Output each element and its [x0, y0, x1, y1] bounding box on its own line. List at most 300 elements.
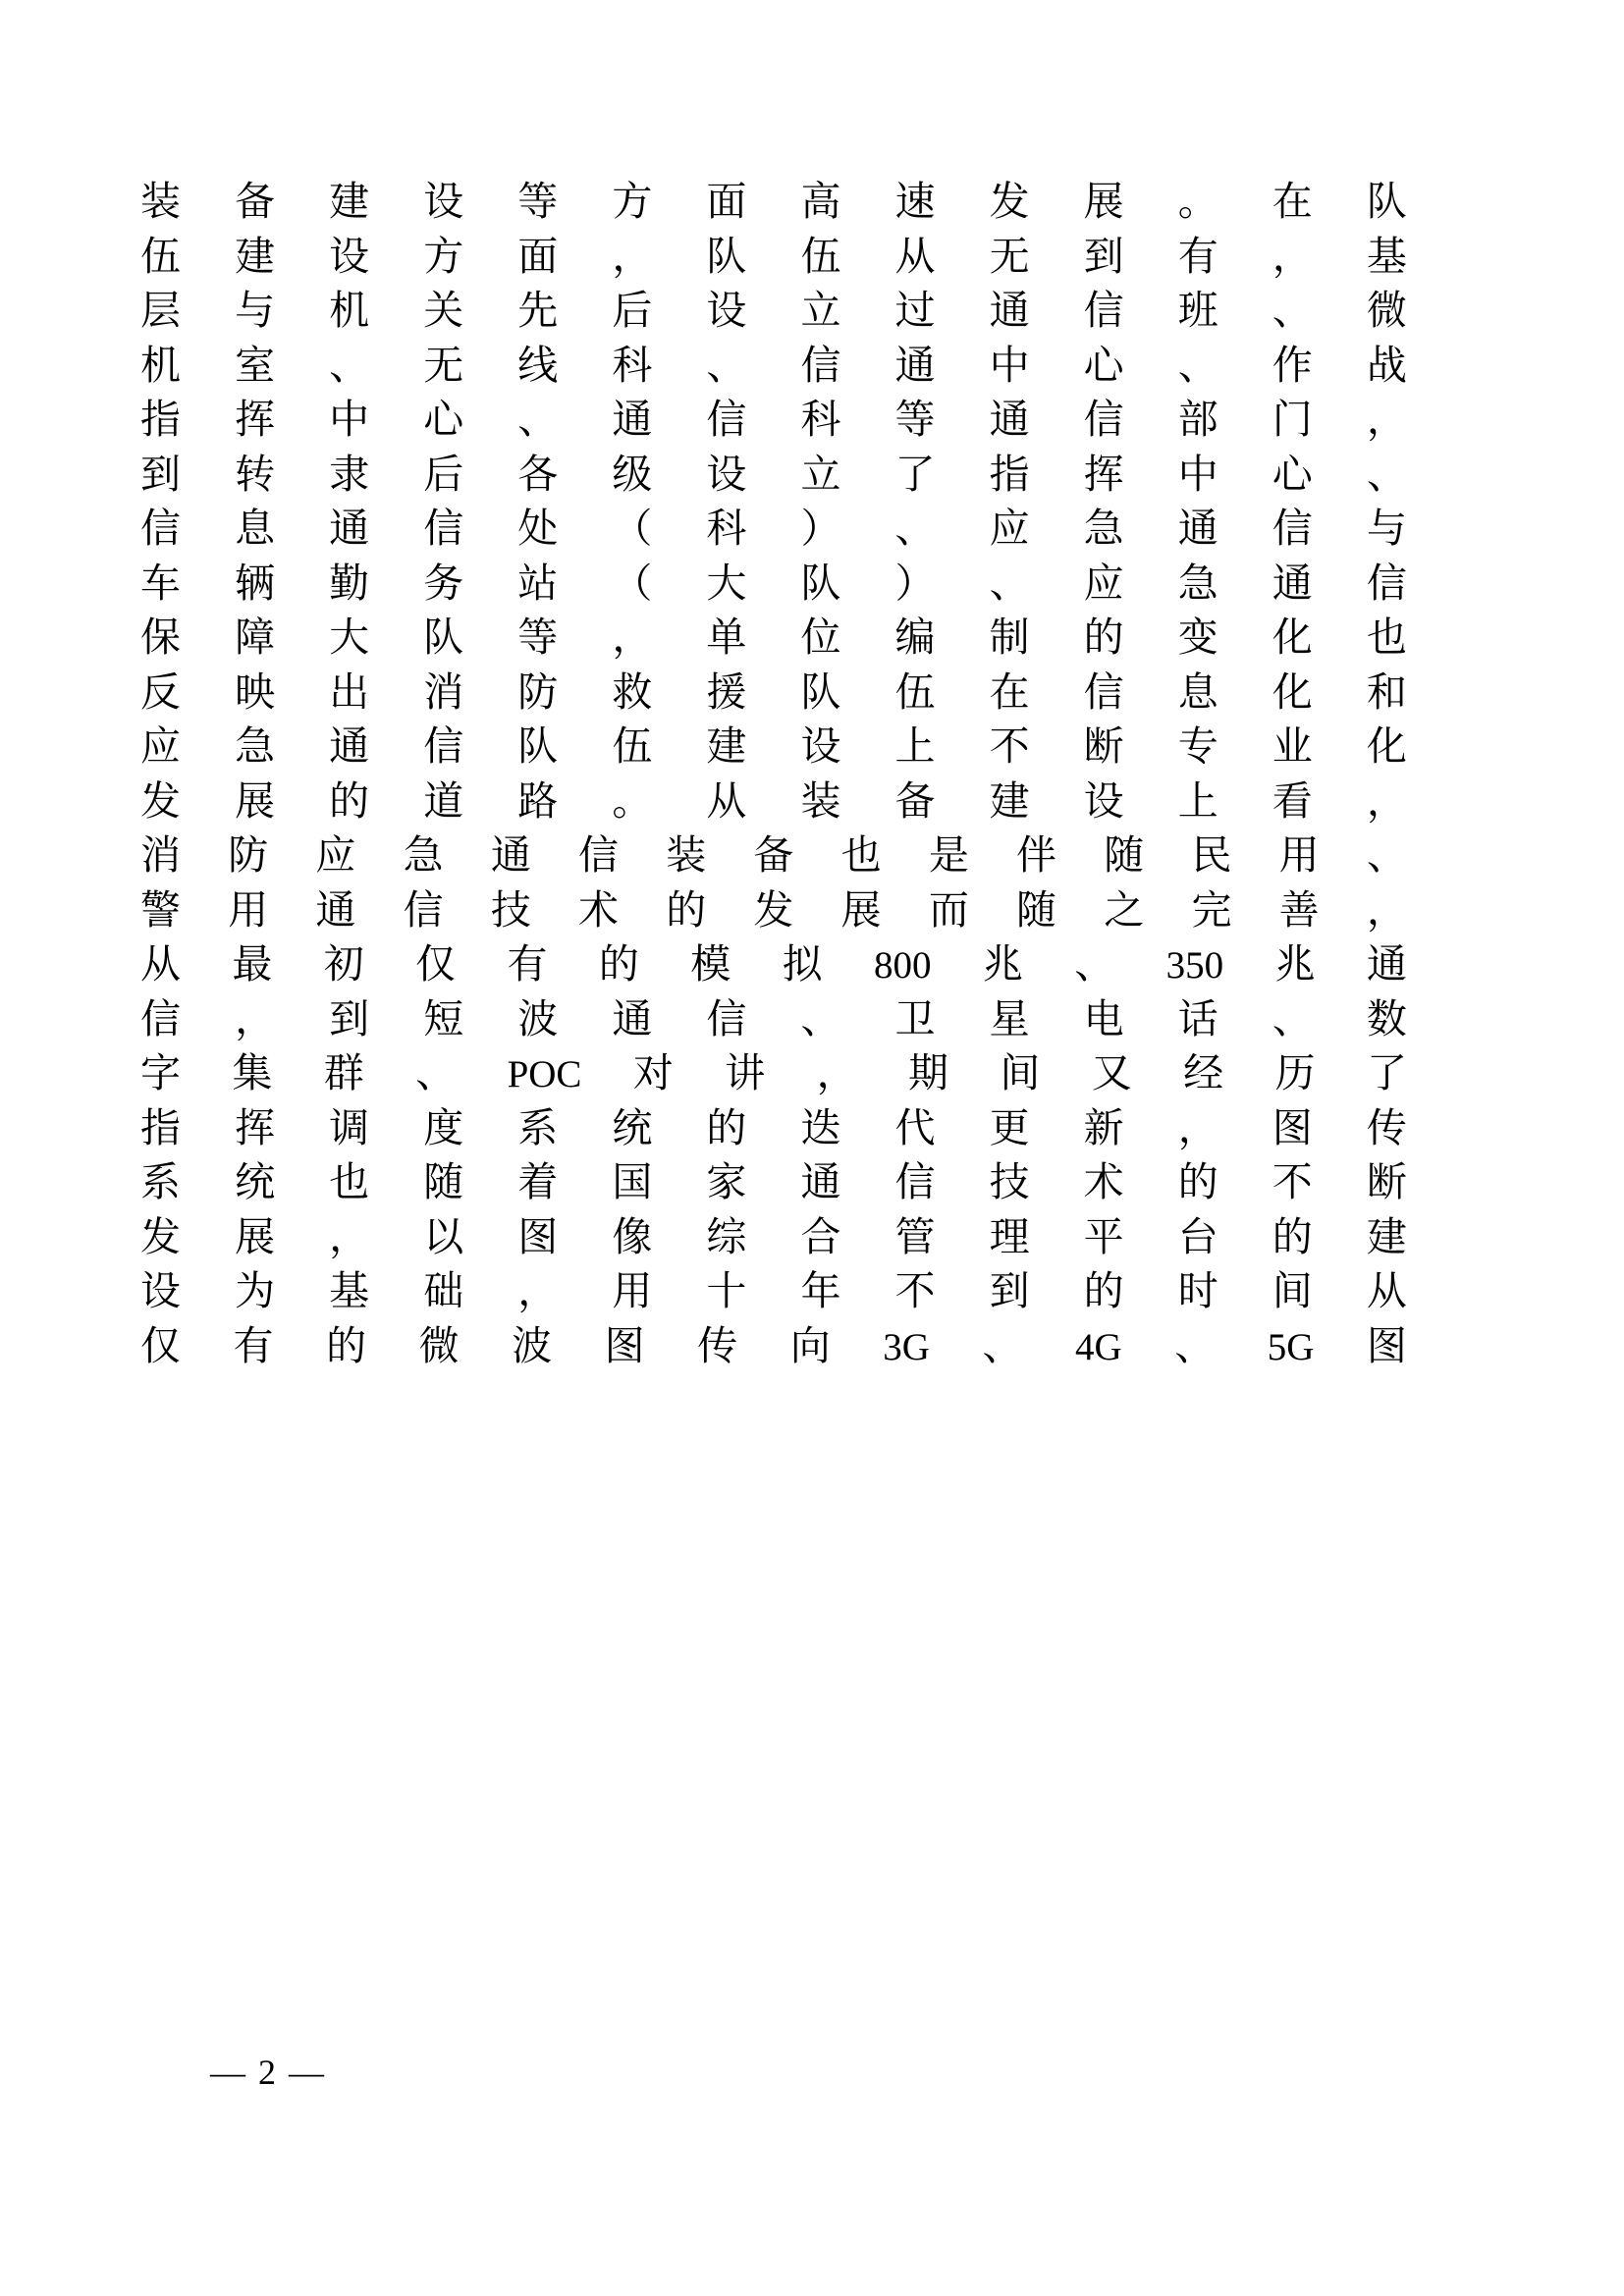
- cjk-glyph: 队: [800, 668, 841, 715]
- cjk-glyph: 战: [1366, 342, 1407, 388]
- cjk-glyph: 时: [1177, 1268, 1218, 1313]
- cjk-glyph: 信: [800, 342, 841, 388]
- cjk-glyph: 设: [140, 1268, 181, 1313]
- cjk-glyph: 援: [706, 668, 747, 715]
- cjk-glyph: 急: [235, 723, 276, 769]
- cjk-glyph: 度: [423, 1104, 464, 1150]
- cjk-glyph: 、: [706, 342, 747, 388]
- cjk-glyph: 之: [1104, 886, 1145, 933]
- cjk-glyph: 术: [1083, 1159, 1124, 1204]
- cjk-glyph: 综: [706, 1213, 747, 1259]
- cjk-glyph: 信: [1083, 668, 1124, 715]
- cjk-glyph: 国: [612, 1159, 653, 1204]
- cjk-glyph: 间: [1000, 1050, 1041, 1095]
- cjk-glyph: 指: [140, 397, 181, 442]
- cjk-glyph: 用: [228, 886, 269, 933]
- cjk-glyph: 道: [423, 777, 464, 824]
- cjk-glyph: 消: [423, 668, 464, 715]
- document-line: [140, 284, 1407, 339]
- cjk-glyph: 科: [706, 506, 747, 551]
- cjk-glyph: 的: [1177, 1159, 1218, 1204]
- cjk-glyph: 等: [894, 397, 936, 442]
- cjk-glyph: 随: [1016, 886, 1057, 933]
- cjk-glyph: 队: [517, 723, 559, 769]
- cjk-glyph: 通: [315, 886, 356, 933]
- cjk-glyph: （: [612, 506, 653, 551]
- cjk-glyph: 层: [140, 288, 181, 333]
- cjk-glyph: 的: [666, 886, 707, 933]
- cjk-glyph: 间: [1272, 1268, 1313, 1313]
- cjk-glyph: 家: [706, 1159, 747, 1204]
- cjk-glyph: （: [612, 560, 653, 606]
- cjk-glyph: 着: [517, 1159, 559, 1204]
- cjk-glyph: 急: [1083, 506, 1124, 551]
- cjk-glyph: 大: [329, 614, 370, 660]
- document-line: [140, 448, 1407, 503]
- cjk-glyph: 机: [329, 288, 370, 333]
- cjk-glyph: 星: [989, 995, 1030, 1041]
- cjk-glyph: 更: [989, 1104, 1030, 1150]
- cjk-glyph: 为: [235, 1268, 276, 1313]
- cjk-glyph: 、: [1366, 832, 1407, 878]
- cjk-glyph: 系: [140, 1159, 181, 1204]
- cjk-glyph: 向: [789, 1322, 831, 1368]
- cjk-glyph: ，: [329, 1213, 370, 1259]
- latin-run: POC: [507, 1053, 582, 1095]
- cjk-glyph: 统: [235, 1159, 276, 1204]
- cjk-glyph: 无: [989, 233, 1030, 279]
- cjk-glyph: 展: [235, 1213, 276, 1259]
- cjk-glyph: 设: [423, 179, 464, 224]
- cjk-glyph: 发: [140, 1213, 181, 1259]
- cjk-glyph: 后: [423, 451, 464, 497]
- cjk-glyph: 了: [894, 451, 936, 497]
- cjk-glyph: 应: [1083, 560, 1124, 606]
- document-line: [140, 175, 1407, 230]
- cjk-glyph: 随: [423, 1159, 464, 1204]
- cjk-glyph: 化: [1272, 668, 1313, 715]
- cjk-glyph: 位: [800, 614, 841, 660]
- cjk-glyph: 各: [517, 451, 559, 497]
- cjk-glyph: 转: [235, 451, 276, 497]
- document-line: [140, 1210, 1407, 1265]
- cjk-glyph: 伴: [1016, 832, 1057, 878]
- cjk-glyph: 台: [1177, 1213, 1218, 1259]
- cjk-glyph: 设: [706, 451, 747, 497]
- cjk-glyph: 等: [517, 614, 559, 660]
- cjk-glyph: 与: [1366, 506, 1407, 551]
- cjk-glyph: 集: [232, 1050, 273, 1095]
- document-line: [140, 883, 1407, 938]
- cjk-glyph: 图: [517, 1213, 559, 1259]
- cjk-glyph: 通: [612, 995, 653, 1041]
- cjk-glyph: 防: [228, 832, 269, 878]
- cjk-glyph: 了: [1366, 1050, 1407, 1095]
- cjk-glyph: 最: [232, 941, 273, 987]
- cjk-glyph: 。: [612, 777, 653, 824]
- document-line: [140, 992, 1407, 1047]
- cjk-glyph: 障: [235, 614, 276, 660]
- cjk-glyph: 映: [235, 668, 276, 715]
- cjk-glyph: 勤: [329, 560, 370, 606]
- cjk-glyph: 科: [612, 342, 653, 388]
- cjk-glyph: 字: [140, 1050, 181, 1095]
- cjk-glyph: 反: [140, 668, 181, 715]
- document-line: [140, 774, 1407, 829]
- cjk-glyph: 变: [1177, 614, 1218, 660]
- cjk-glyph: 。: [1177, 179, 1218, 224]
- cjk-glyph: 制: [989, 614, 1030, 660]
- cjk-glyph: ，: [612, 614, 653, 660]
- cjk-glyph: 设: [1083, 777, 1124, 824]
- cjk-glyph: 拟: [782, 941, 823, 987]
- document-line: [140, 339, 1407, 394]
- cjk-glyph: 信: [1272, 506, 1313, 551]
- cjk-glyph: 建: [329, 179, 370, 224]
- cjk-glyph: 指: [140, 1104, 181, 1150]
- cjk-glyph: 传: [1366, 1104, 1407, 1150]
- cjk-glyph: 面: [706, 179, 747, 224]
- cjk-glyph: 通: [1177, 506, 1218, 551]
- cjk-glyph: 仅: [415, 941, 457, 987]
- cjk-glyph: 通: [612, 397, 653, 442]
- cjk-glyph: 中: [1177, 451, 1218, 497]
- cjk-glyph: 门: [1272, 397, 1313, 442]
- cjk-glyph: 系: [517, 1104, 559, 1150]
- cjk-glyph: 室: [235, 342, 276, 388]
- cjk-glyph: 警: [140, 886, 181, 933]
- cjk-glyph: 微: [1366, 288, 1407, 333]
- page-number: — 2 —: [210, 2053, 326, 2092]
- cjk-glyph: 心: [1083, 342, 1124, 388]
- document-body: [140, 175, 1407, 1373]
- cjk-glyph: 、: [1366, 451, 1407, 497]
- cjk-glyph: ，: [235, 995, 276, 1041]
- cjk-glyph: 仅: [140, 1322, 181, 1368]
- cjk-glyph: 上: [894, 723, 936, 769]
- cjk-glyph: 后: [612, 288, 653, 333]
- cjk-glyph: 也: [840, 832, 882, 878]
- cjk-glyph: 队: [1366, 179, 1407, 224]
- cjk-glyph: 急: [403, 832, 444, 878]
- cjk-glyph: ，: [816, 1050, 857, 1095]
- cjk-glyph: 展: [840, 886, 882, 933]
- cjk-glyph: 迭: [800, 1104, 841, 1150]
- cjk-glyph: 信: [1083, 397, 1124, 442]
- cjk-glyph: 挥: [1083, 451, 1124, 497]
- document-line: [140, 1101, 1407, 1156]
- cjk-glyph: 信: [578, 832, 620, 878]
- cjk-glyph: 技: [490, 886, 531, 933]
- cjk-glyph: 从: [894, 233, 936, 279]
- cjk-glyph: 经: [1183, 1050, 1224, 1095]
- cjk-glyph: 备: [894, 777, 936, 824]
- cjk-glyph: 建: [235, 233, 276, 279]
- cjk-glyph: 通: [989, 288, 1030, 333]
- cjk-glyph: 单: [706, 614, 747, 660]
- cjk-glyph: 、: [1174, 1322, 1216, 1368]
- latin-run: 4G: [1074, 1325, 1122, 1368]
- cjk-glyph: 民: [1191, 832, 1232, 878]
- latin-run: 5G: [1267, 1325, 1315, 1368]
- cjk-glyph: 建: [706, 723, 747, 769]
- cjk-glyph: 编: [894, 614, 936, 660]
- cjk-glyph: 、: [517, 397, 559, 442]
- cjk-glyph: ，: [517, 1268, 559, 1313]
- cjk-glyph: 的: [1083, 1268, 1124, 1313]
- cjk-glyph: 设: [706, 288, 747, 333]
- cjk-glyph: 传: [697, 1322, 738, 1368]
- cjk-glyph: 用: [612, 1268, 653, 1313]
- cjk-glyph: 部: [1177, 397, 1218, 442]
- document-line: [140, 1046, 1407, 1101]
- cjk-glyph: 信: [140, 506, 181, 551]
- cjk-glyph: 伍: [894, 668, 936, 715]
- cjk-glyph: 中: [329, 397, 370, 442]
- cjk-glyph: ，: [1366, 777, 1407, 824]
- cjk-glyph: 信: [1083, 288, 1124, 333]
- cjk-glyph: 通: [329, 506, 370, 551]
- cjk-glyph: 基: [1366, 233, 1407, 279]
- cjk-glyph: 历: [1274, 1050, 1316, 1095]
- cjk-glyph: 的: [598, 941, 639, 987]
- cjk-glyph: ，: [1366, 397, 1407, 442]
- cjk-glyph: 发: [989, 179, 1030, 224]
- cjk-glyph: 电: [1083, 995, 1124, 1041]
- cjk-glyph: 和: [1366, 668, 1407, 715]
- cjk-glyph: 信: [423, 723, 464, 769]
- cjk-glyph: 与: [235, 288, 276, 333]
- cjk-glyph: 完: [1191, 886, 1232, 933]
- cjk-glyph: 对: [632, 1050, 674, 1095]
- document-line: [140, 611, 1407, 666]
- cjk-glyph: 看: [1272, 777, 1313, 824]
- cjk-glyph: 机: [140, 342, 181, 388]
- cjk-glyph: 群: [323, 1050, 364, 1095]
- cjk-glyph: 微: [418, 1322, 460, 1368]
- cjk-glyph: 备: [235, 179, 276, 224]
- latin-run: 350: [1165, 944, 1224, 987]
- cjk-glyph: 出: [329, 668, 370, 715]
- cjk-glyph: 、: [1074, 941, 1115, 987]
- cjk-glyph: 以: [423, 1213, 464, 1259]
- cjk-glyph: 先: [517, 288, 559, 333]
- cjk-glyph: 伍: [612, 723, 653, 769]
- cjk-glyph: 化: [1366, 723, 1407, 769]
- cjk-glyph: 心: [423, 397, 464, 442]
- document-line: [140, 557, 1407, 612]
- cjk-glyph: 队: [706, 233, 747, 279]
- cjk-glyph: 方: [423, 233, 464, 279]
- cjk-glyph: 断: [1083, 723, 1124, 769]
- cjk-glyph: 有: [1177, 233, 1218, 279]
- cjk-glyph: 、: [894, 506, 936, 551]
- cjk-glyph: 是: [928, 832, 969, 878]
- cjk-glyph: 、: [1272, 288, 1313, 333]
- document-line: [140, 1319, 1407, 1374]
- cjk-glyph: 的: [1083, 614, 1124, 660]
- cjk-glyph: 科: [800, 397, 841, 442]
- cjk-glyph: 装: [666, 832, 707, 878]
- cjk-glyph: 设: [800, 723, 841, 769]
- cjk-glyph: 车: [140, 560, 181, 606]
- cjk-glyph: 急: [1177, 560, 1218, 606]
- document-line: [140, 502, 1407, 557]
- cjk-glyph: 高: [800, 179, 841, 224]
- cjk-glyph: 到: [1083, 233, 1124, 279]
- cjk-glyph: 指: [989, 451, 1030, 497]
- cjk-glyph: 队: [800, 560, 841, 606]
- cjk-glyph: 辆: [235, 560, 276, 606]
- latin-run: 3G: [883, 1325, 930, 1368]
- cjk-glyph: 术: [578, 886, 620, 933]
- cjk-glyph: 新: [1083, 1104, 1124, 1150]
- cjk-glyph: 不: [989, 723, 1030, 769]
- cjk-glyph: 建: [989, 777, 1030, 824]
- cjk-glyph: 化: [1272, 614, 1313, 660]
- document-line: [140, 720, 1407, 774]
- cjk-glyph: 从: [1366, 1268, 1407, 1313]
- document-line: [140, 230, 1407, 285]
- cjk-glyph: 心: [1272, 451, 1313, 497]
- cjk-glyph: 的: [1272, 1213, 1313, 1259]
- cjk-glyph: 路: [517, 777, 559, 824]
- cjk-glyph: 展: [1083, 179, 1124, 224]
- cjk-glyph: 不: [1272, 1159, 1313, 1204]
- cjk-glyph: ，: [1272, 233, 1313, 279]
- cjk-glyph: 断: [1366, 1159, 1407, 1204]
- cjk-glyph: ，: [612, 233, 653, 279]
- cjk-glyph: 关: [423, 288, 464, 333]
- cjk-glyph: 、: [982, 1322, 1023, 1368]
- cjk-glyph: 、: [329, 342, 370, 388]
- cjk-glyph: 救: [612, 668, 653, 715]
- cjk-glyph: 、: [989, 560, 1030, 606]
- cjk-glyph: 、: [1272, 995, 1313, 1041]
- cjk-glyph: 通: [800, 1159, 841, 1204]
- cjk-glyph: ）: [894, 560, 936, 606]
- cjk-glyph: 挥: [235, 397, 276, 442]
- cjk-glyph: 平: [1083, 1213, 1124, 1259]
- cjk-glyph: 面: [517, 233, 559, 279]
- cjk-glyph: 建: [1366, 1213, 1407, 1259]
- cjk-glyph: 不: [894, 1268, 936, 1313]
- cjk-glyph: 通: [1366, 941, 1407, 987]
- cjk-glyph: 息: [1177, 668, 1218, 715]
- cjk-glyph: 息: [235, 506, 276, 551]
- document-line: [140, 666, 1407, 721]
- cjk-glyph: 也: [329, 1159, 370, 1204]
- cjk-glyph: 应: [989, 506, 1030, 551]
- cjk-glyph: 十: [706, 1268, 747, 1313]
- cjk-glyph: 发: [753, 886, 794, 933]
- cjk-glyph: 波: [517, 995, 559, 1041]
- cjk-glyph: 应: [140, 723, 181, 769]
- cjk-glyph: 挥: [235, 1104, 276, 1150]
- cjk-glyph: 图: [1272, 1104, 1313, 1150]
- cjk-glyph: 上: [1177, 777, 1218, 824]
- cjk-glyph: 到: [989, 1268, 1030, 1313]
- cjk-glyph: 班: [1177, 288, 1218, 333]
- cjk-glyph: 保: [140, 614, 181, 660]
- cjk-glyph: 础: [423, 1268, 464, 1313]
- cjk-glyph: 又: [1091, 1050, 1132, 1095]
- cjk-glyph: 过: [894, 288, 936, 333]
- cjk-glyph: 管: [894, 1213, 936, 1259]
- cjk-glyph: 装: [800, 777, 841, 824]
- cjk-glyph: 卫: [894, 995, 936, 1041]
- cjk-glyph: 图: [1366, 1322, 1407, 1368]
- cjk-glyph: 从: [706, 777, 747, 824]
- cjk-glyph: 合: [800, 1213, 841, 1259]
- cjk-glyph: 处: [517, 506, 559, 551]
- cjk-glyph: 信: [423, 506, 464, 551]
- cjk-glyph: 有: [233, 1322, 274, 1368]
- cjk-glyph: 通: [329, 723, 370, 769]
- cjk-glyph: 级: [612, 451, 653, 497]
- cjk-glyph: 专: [1177, 723, 1218, 769]
- cjk-glyph: 信: [1366, 560, 1407, 606]
- cjk-glyph: 装: [140, 179, 181, 224]
- cjk-glyph: 无: [423, 342, 464, 388]
- cjk-glyph: 、: [1177, 342, 1218, 388]
- cjk-glyph: 信: [706, 995, 747, 1041]
- cjk-glyph: 中: [989, 342, 1030, 388]
- cjk-glyph: 站: [517, 560, 559, 606]
- cjk-glyph: 大: [706, 560, 747, 606]
- cjk-glyph: 兆: [1274, 941, 1316, 987]
- document-line: [140, 937, 1407, 992]
- cjk-glyph: 通: [989, 397, 1030, 442]
- cjk-glyph: 在: [1272, 179, 1313, 224]
- cjk-glyph: 数: [1366, 995, 1407, 1041]
- cjk-glyph: 代: [894, 1104, 936, 1150]
- cjk-glyph: 统: [612, 1104, 653, 1150]
- cjk-glyph: 伍: [800, 233, 841, 279]
- cjk-glyph: 信: [140, 995, 181, 1041]
- cjk-glyph: 设: [329, 233, 370, 279]
- cjk-glyph: 隶: [329, 451, 370, 497]
- cjk-glyph: 务: [423, 560, 464, 606]
- cjk-glyph: 等: [517, 179, 559, 224]
- cjk-glyph: 通: [894, 342, 936, 388]
- cjk-glyph: 通: [1272, 560, 1313, 606]
- cjk-glyph: 发: [140, 777, 181, 824]
- latin-run: 800: [874, 944, 932, 987]
- cjk-glyph: ，: [1177, 1104, 1218, 1150]
- cjk-glyph: 期: [908, 1050, 948, 1095]
- cjk-glyph: 话: [1177, 995, 1218, 1041]
- cjk-glyph: 技: [989, 1159, 1030, 1204]
- cjk-glyph: 短: [423, 995, 464, 1041]
- cjk-glyph: 从: [140, 941, 181, 987]
- cjk-glyph: 基: [329, 1268, 370, 1313]
- cjk-glyph: ）: [800, 506, 841, 551]
- cjk-glyph: 队: [423, 614, 464, 660]
- cjk-glyph: 而: [928, 886, 969, 933]
- cjk-glyph: 图: [604, 1322, 645, 1368]
- cjk-glyph: 信: [403, 886, 444, 933]
- cjk-glyph: 有: [507, 941, 548, 987]
- cjk-glyph: 、: [800, 995, 841, 1041]
- cjk-glyph: 兆: [982, 941, 1023, 987]
- cjk-glyph: 波: [512, 1322, 553, 1368]
- cjk-glyph: 立: [800, 288, 841, 333]
- cjk-glyph: 作: [1272, 342, 1313, 388]
- cjk-glyph: 展: [235, 777, 276, 824]
- cjk-glyph: 备: [753, 832, 794, 878]
- cjk-glyph: 的: [326, 1322, 367, 1368]
